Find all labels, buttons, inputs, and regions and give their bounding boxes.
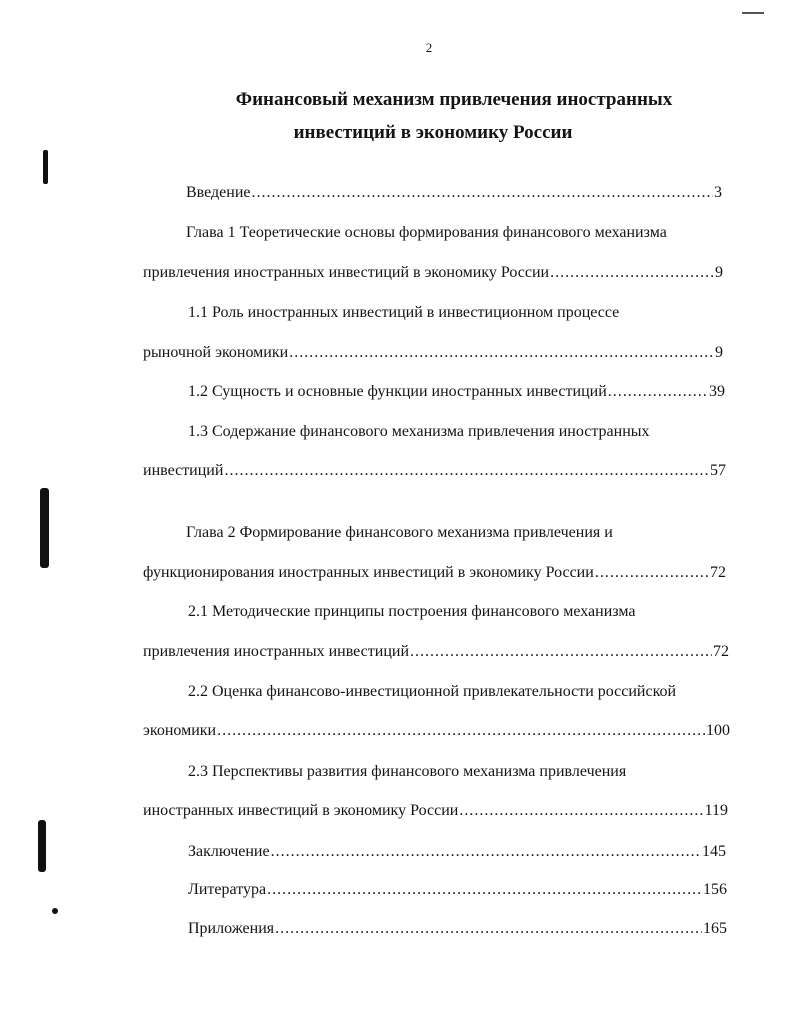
toc-entry-page: 3 <box>714 184 722 201</box>
toc-entry-page: 57 <box>710 462 726 479</box>
toc-entry-1-2 <box>188 381 725 403</box>
toc-entry-text: привлечения иностранных инвестиций <box>143 643 410 660</box>
toc-entry-page: 100 <box>706 722 730 739</box>
document-title-line-2: инвестиций в экономику России <box>293 122 573 143</box>
toc-entry-2-3-line-1: 2.3 Перспективы развития финансового механизма привлечения <box>188 763 627 780</box>
toc-entry-page: 165 <box>703 920 727 937</box>
toc-entry-1-3-line-1: 1.3 Содержание финансового механизма привлечения иностранных <box>188 423 650 440</box>
toc-entry-page: 156 <box>703 881 727 898</box>
page-number: 2 <box>425 40 433 55</box>
toc-entry-1-1 <box>143 342 723 364</box>
toc-entry-2-2-line-1: 2.2 Оценка финансово-инвестиционной привлекательности российской <box>188 683 677 700</box>
toc-entry-text: Введение <box>186 184 251 201</box>
toc-entry-chapter-2 <box>143 562 726 584</box>
toc-leader-dots <box>608 381 708 403</box>
toc-entry-text: рыночной экономики <box>143 344 289 361</box>
toc-entry-text: 1.2 Сущность и основные функции иностранных инвестиций <box>188 383 607 400</box>
toc-entry-text: функционирования иностранных инвестиций в экономику России <box>143 564 594 581</box>
toc-leader-dots <box>224 460 709 482</box>
toc-leader-dots <box>410 641 712 663</box>
toc-leader-dots <box>271 841 701 863</box>
toc-leader-dots <box>459 800 703 822</box>
toc-leader-dots <box>550 262 714 284</box>
toc-entry-text: инвестиций <box>143 462 224 479</box>
toc-entry-page: 72 <box>710 564 726 581</box>
toc-entry-literature <box>188 879 727 901</box>
toc-leader-dots <box>289 342 714 364</box>
toc-leader-dots <box>217 720 705 742</box>
toc-entry-intro <box>186 182 722 204</box>
toc-entry-page: 9 <box>715 344 723 361</box>
toc-leader-dots <box>252 182 714 204</box>
scan-artifact-left-2 <box>40 488 49 568</box>
document-title-line-1: Финансовый механизм привлечения иностранных <box>235 89 673 110</box>
toc-entry-2-3 <box>143 800 728 822</box>
toc-entry-2-2 <box>143 720 730 742</box>
toc-entry-chapter-2-line-1: Глава 2 Формирование финансового механизма привлечения и <box>186 524 613 541</box>
toc-entry-text: иностранных инвестиций в экономику России <box>143 802 459 819</box>
toc-entry-appendix <box>188 918 727 940</box>
toc-leader-dots <box>595 562 709 584</box>
scan-artifact-left-3 <box>38 820 46 872</box>
toc-entry-text: Заключение <box>188 843 270 860</box>
toc-entry-text: привлечения иностранных инвестиций в экономику России <box>143 264 550 281</box>
toc-entry-chapter-1-line-1: Глава 1 Теоретические основы формирования финансового механизма <box>186 224 667 241</box>
scan-artifact-left-1 <box>43 150 48 184</box>
toc-entry-text: Приложения <box>188 920 275 937</box>
scan-artifact-top-right <box>742 12 764 14</box>
toc-leader-dots <box>267 879 702 901</box>
toc-entry-page: 9 <box>715 264 723 281</box>
scan-artifact-dot <box>52 908 58 914</box>
toc-entry-1-1-line-1: 1.1 Роль иностранных инвестиций в инвестиционном процессе <box>188 304 620 321</box>
toc-entry-2-1-line-1: 2.1 Методические принципы построения финансового механизма <box>188 603 636 620</box>
toc-entry-page: 39 <box>709 383 725 400</box>
toc-entry-1-3 <box>143 460 726 482</box>
toc-entry-page: 72 <box>713 643 729 660</box>
toc-entry-text: Литература <box>188 881 267 898</box>
toc-entry-page: 145 <box>702 843 726 860</box>
toc-leader-dots <box>275 918 702 940</box>
toc-entry-2-1 <box>143 641 729 663</box>
toc-entry-conclusion <box>188 841 726 863</box>
toc-entry-page: 119 <box>704 802 728 819</box>
toc-entry-chapter-1 <box>143 262 723 284</box>
toc-entry-text: экономики <box>143 722 217 739</box>
